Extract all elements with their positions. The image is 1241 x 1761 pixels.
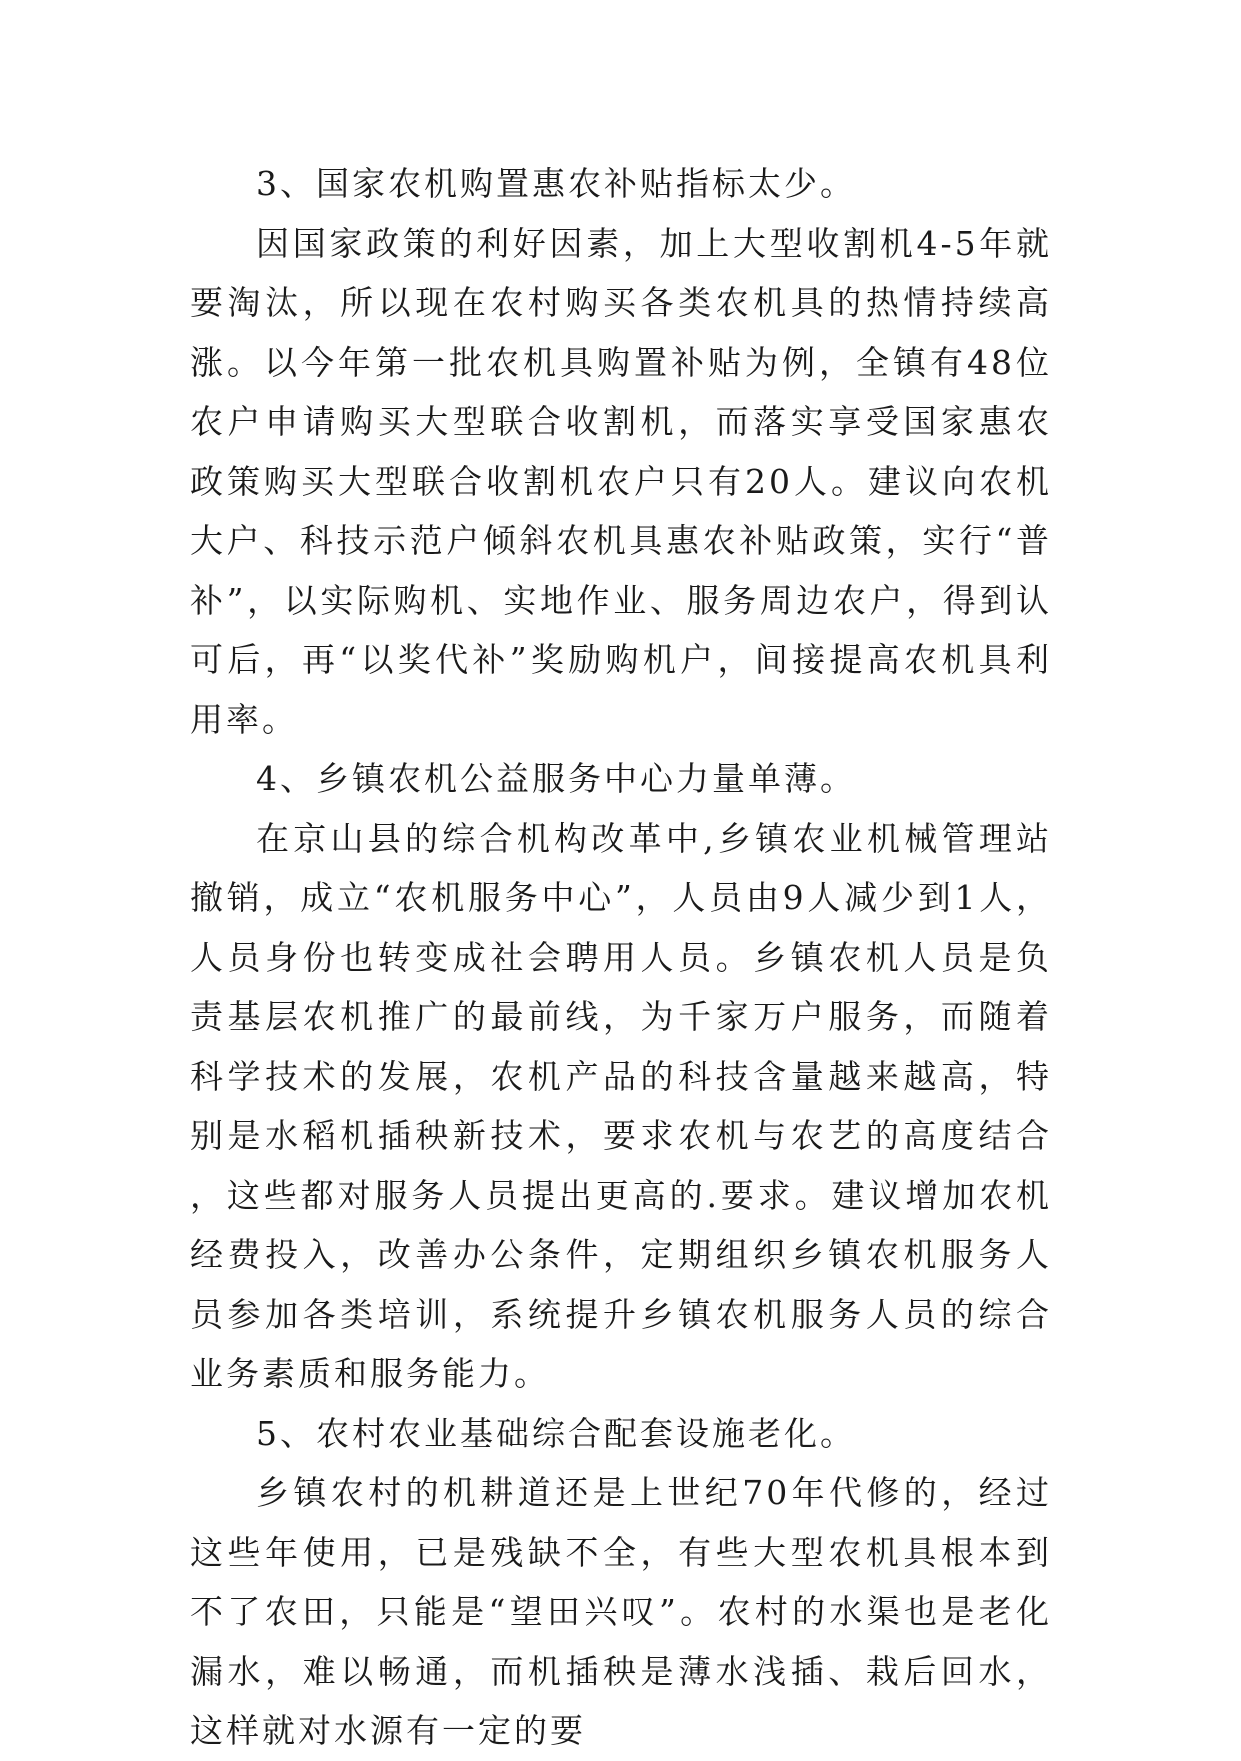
section-heading-3: 3、国家农机购置惠农补贴指标太少。 bbox=[256, 164, 856, 203]
paragraph-subsidy: 因国家政策的利好因素，加上大型收割机4-5年就要淘汰，所以现在农村购买各类农机具的热情持续高涨。以今年第一批农机具购置补贴为例，全镇有48位农户申请购买大型联合收割机，而落实享受国家惠农政策购买大型联合收割机农户只有20人。建议向农机大户、科技示范户倾斜农机具惠农补贴政策，实行“普补”，以实际购机、实地作业、服务周边农户，得到认可后，再“以奖代补”奖励购机户，间接提高农机具利用率。 bbox=[190, 223, 1052, 739]
paragraph-infrastructure: 乡镇农村的机耕道还是上世纪70年代修的，经过这些年使用，已是残缺不全，有些大型农机具根本到不了农田，只能是“望田兴叹”。农村的水渠也是老化漏水，难以畅通，而机插秧是薄水浅插、栽后回水，这样就对水源有一定的要 bbox=[190, 1473, 1052, 1750]
section-heading-4: 4、乡镇农机公益服务中心力量单薄。 bbox=[256, 759, 856, 798]
section-heading-5: 5、农村农业基础综合配套设施老化。 bbox=[256, 1413, 856, 1453]
document-body bbox=[190, 154, 1052, 1761]
paragraph-service-center: 在京山县的综合机构改革中,乡镇农业机械管理站撤销，成立“农机服务中心”，人员由9人减少到1人，人员身份也转变成社会聘用人员。乡镇农机人员是负责基层农机推广的最前线，为千家万户服务，而随着科学技术的发展，农机产品的科技含量越来越高，特别是水稻机插秧新技术，要求农机与农艺的高度结合，这些都对服务人员提出更高的.要求。建议增加农机经费投入，改善办公条件，定期组织乡镇农机服务人员参加各类培训，系统提升乡镇农机服务人员的综合业务素质和服务能力。 bbox=[190, 818, 1052, 1393]
